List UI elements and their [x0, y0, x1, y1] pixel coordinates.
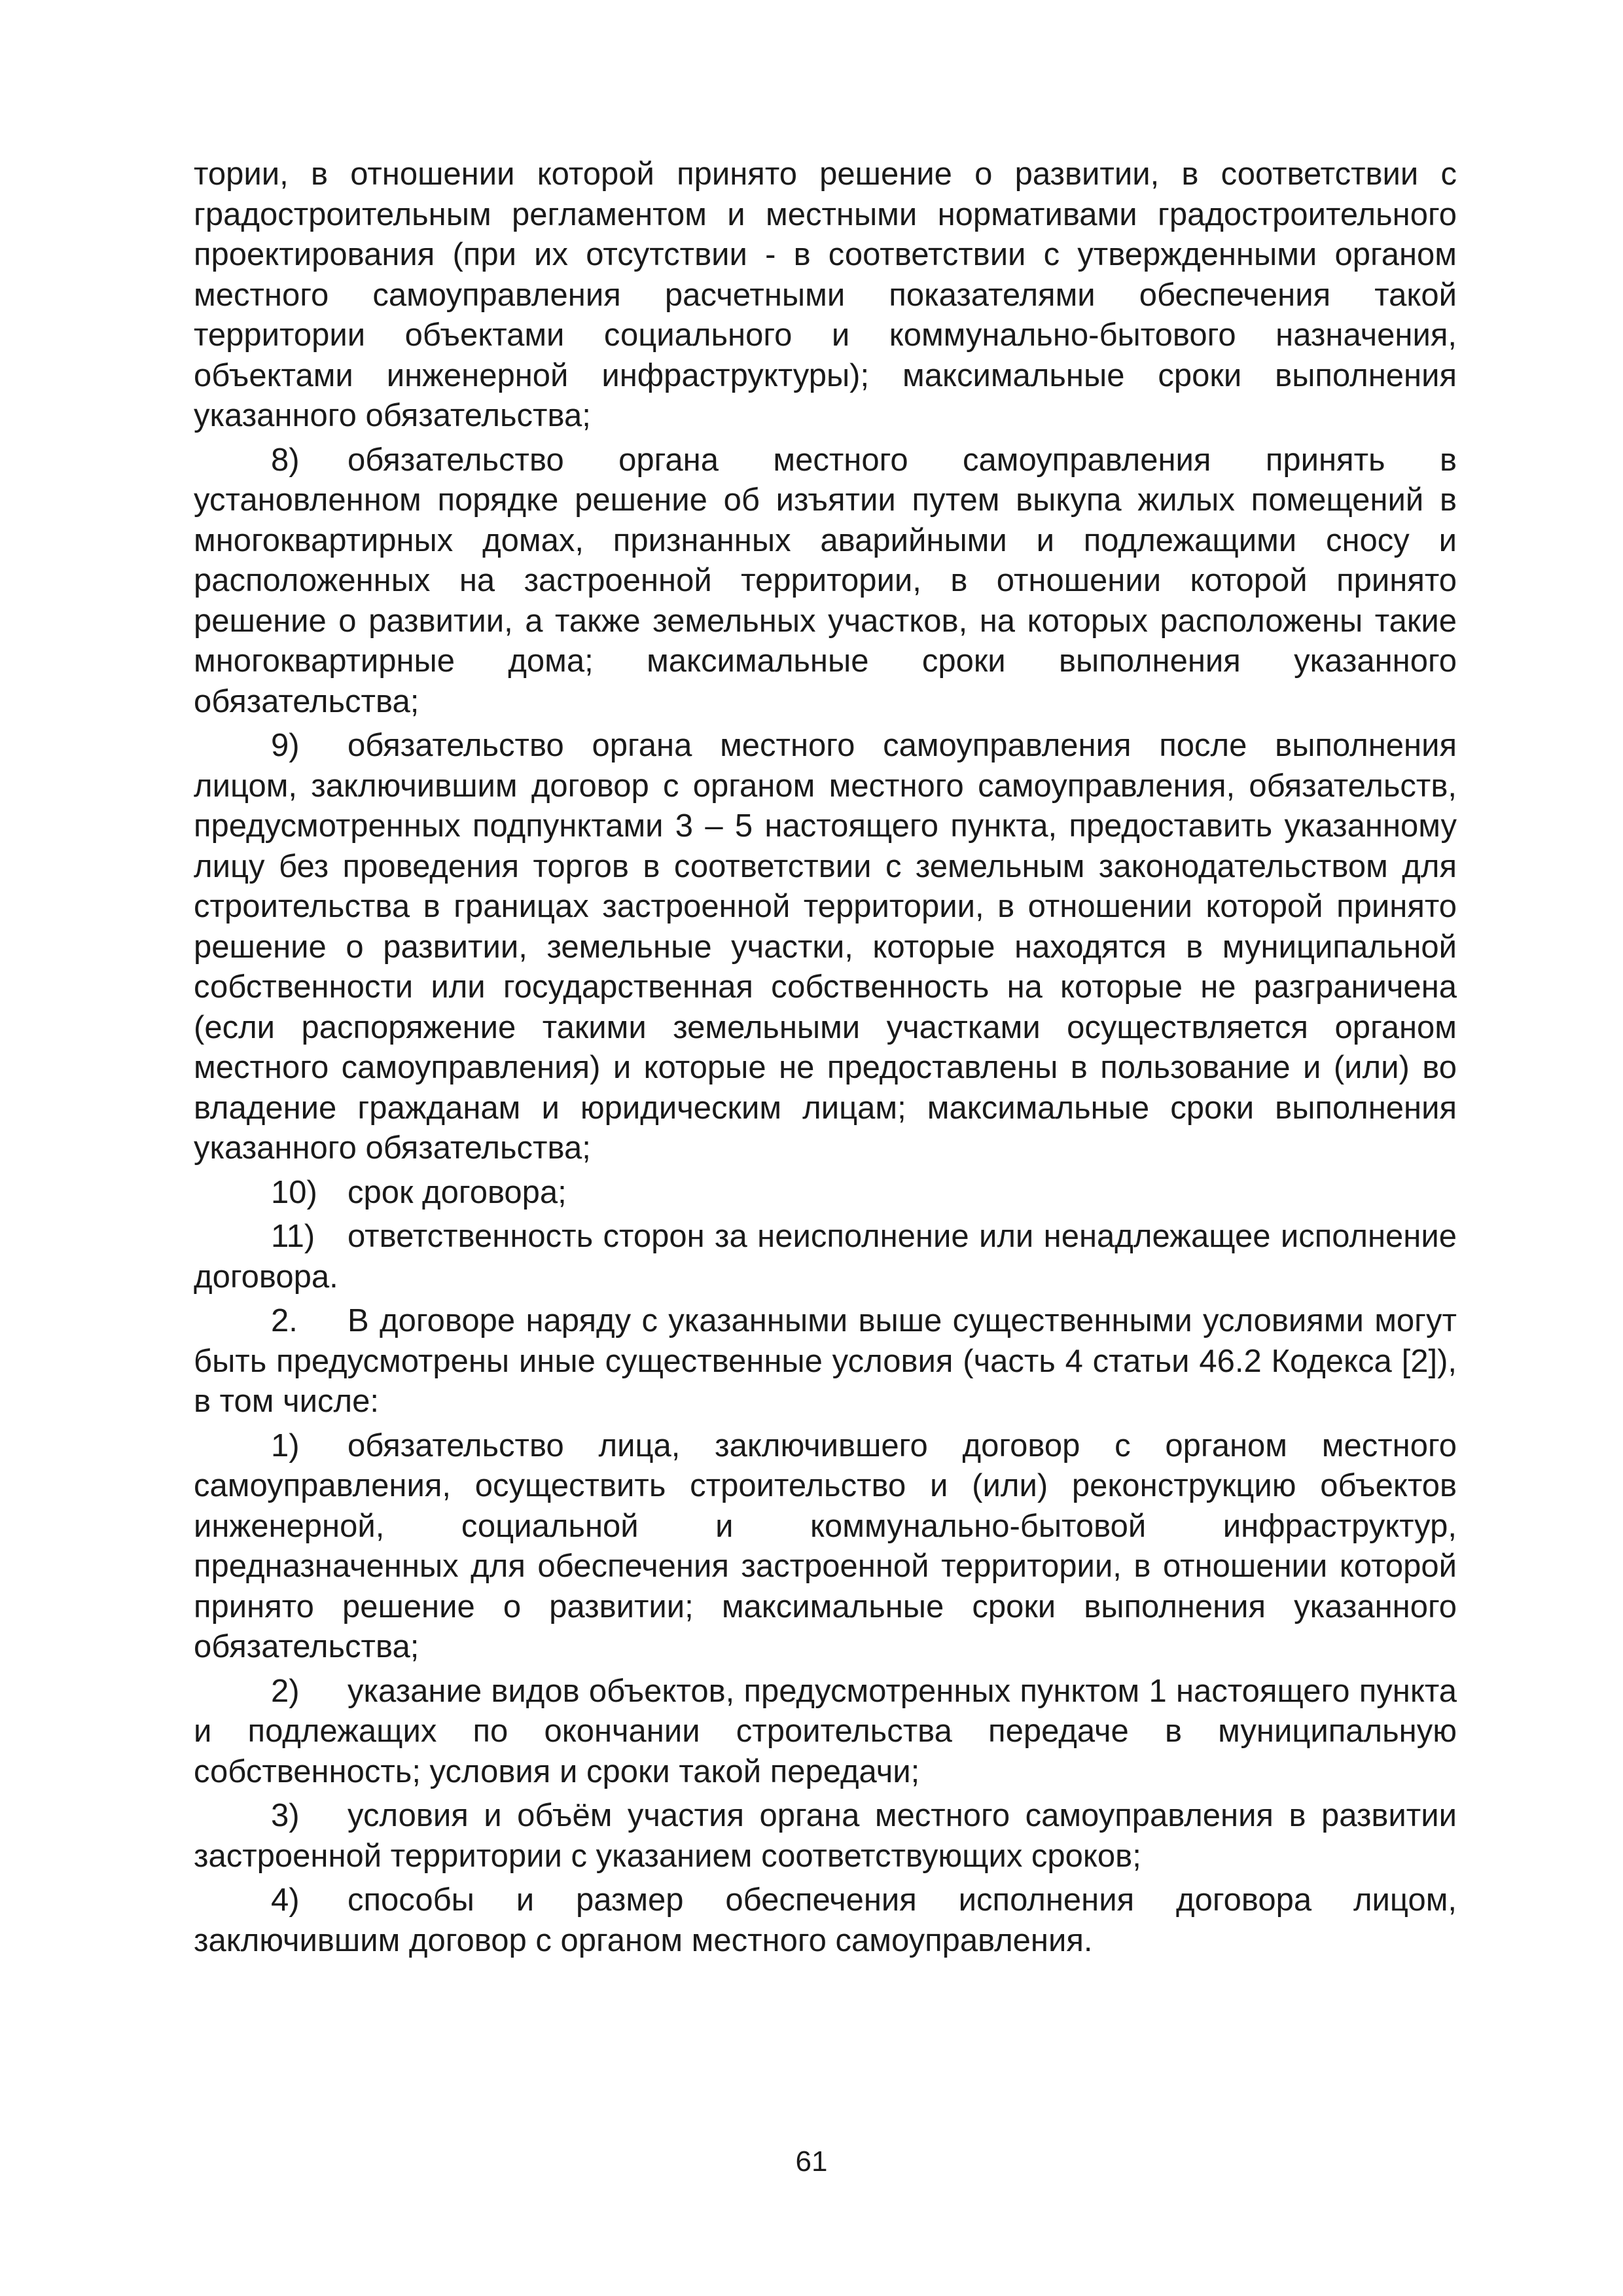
item-text: обязательство органа местного самоуправления после выполнения лицом, заключившим договор с органом местного самоуправления, обязательств, предусмотренных подпунктами 3 – 5 настоящего пункта, предоставить указанному лицу без проведения торгов в соответствии с земельным законодательством для строительства в границах застроенной территории, в отношении которой принято решение о развитии, земельные участки, которые находятся в муниципальной собственности или государственная собственность на которые не разграничена (если распоряжение такими земельными участками осуществляется органом местного самоуправления) и которые не предоставлены в пользование и (или) во владение гражданам и юридическим лицам; максимальные сроки выполнения указанного обязательства;: [194, 728, 1457, 1166]
item-text: В договоре наряду с указанными выше существенными условиями могут быть предусмотрены иные существенные условия (часть 4 статьи 46.2 Кодекса [2]), в том числе:: [194, 1303, 1457, 1419]
item-number: 8): [271, 442, 300, 478]
list-item-10: [194, 1173, 1457, 1213]
item-number: 2): [271, 1673, 300, 1709]
section-2: [194, 1301, 1457, 1422]
page-number: 61: [795, 2145, 828, 2178]
paragraph-text: тории, в отношении которой принято решение о развитии, в соответствии с градостроительным регламентом и местными нормативами градостроительного проектирования (при их отсутствии - в соответствии с утвержденными органом местного самоуправления расчетными показателями обеспечения такой территории объектами социального и коммунально-бытового назначения, объектами инженерной инфраструктуры); максимальные сроки выполнения указанного обязательства;: [194, 156, 1457, 433]
item-number: 4): [271, 1882, 300, 1918]
item-text: ответственность сторон за неисполнение или ненадлежащее исполнение договора.: [194, 1219, 1457, 1295]
list-item-3: [194, 1796, 1457, 1876]
item-number: 2.: [271, 1303, 298, 1338]
item-number: 11): [271, 1219, 315, 1254]
list-item-11: [194, 1217, 1457, 1297]
paragraph-continuation: [194, 154, 1457, 437]
item-number: 3): [271, 1798, 300, 1833]
item-text: указание видов объектов, предусмотренных пунктом 1 настоящего пункта и подлежащих по окончании строительства передаче в муниципальную собственность; условия и сроки такой передачи;: [194, 1673, 1457, 1789]
body-text: [194, 154, 1457, 1965]
item-text: срок договора;: [348, 1174, 567, 1210]
item-number: 1): [271, 1427, 300, 1463]
list-item-1: [194, 1426, 1457, 1668]
list-item-4: [194, 1880, 1457, 1961]
list-item-9: [194, 726, 1457, 1169]
list-item-2: [194, 1672, 1457, 1793]
item-number: 9): [271, 728, 300, 763]
item-text: обязательство лица, заключившего договор с органом местного самоуправления, осуществить строительство и (или) реконструкцию объектов инженерной, социальной и коммунально-бытовой инфраструктур, предназначенных для обеспечения застроенной территории, в отношении которой принято решение о развитии; максимальные сроки выполнения указанного обязательства;: [194, 1427, 1457, 1664]
item-text: способы и размер обеспечения исполнения договора лицом, заключившим договор с органом местного самоуправления.: [194, 1882, 1457, 1958]
item-text: условия и объём участия органа местного самоуправления в развитии застроенной территории с указанием соответствующих сроков;: [194, 1798, 1457, 1874]
item-text: обязательство органа местного самоуправления принять в установленном порядке решение об изъятии путем выкупа жилых помещений в многоквартирных домах, признанных аварийными и подлежащими сносу и расположенных на застроенной территории, в отношении которой принято решение о развитии, а также земельных участков, на которых расположены такие многоквартирные дома; максимальные сроки выполнения указанного обязательства;: [194, 442, 1457, 719]
list-item-8: [194, 440, 1457, 723]
item-number: 10): [271, 1174, 317, 1210]
